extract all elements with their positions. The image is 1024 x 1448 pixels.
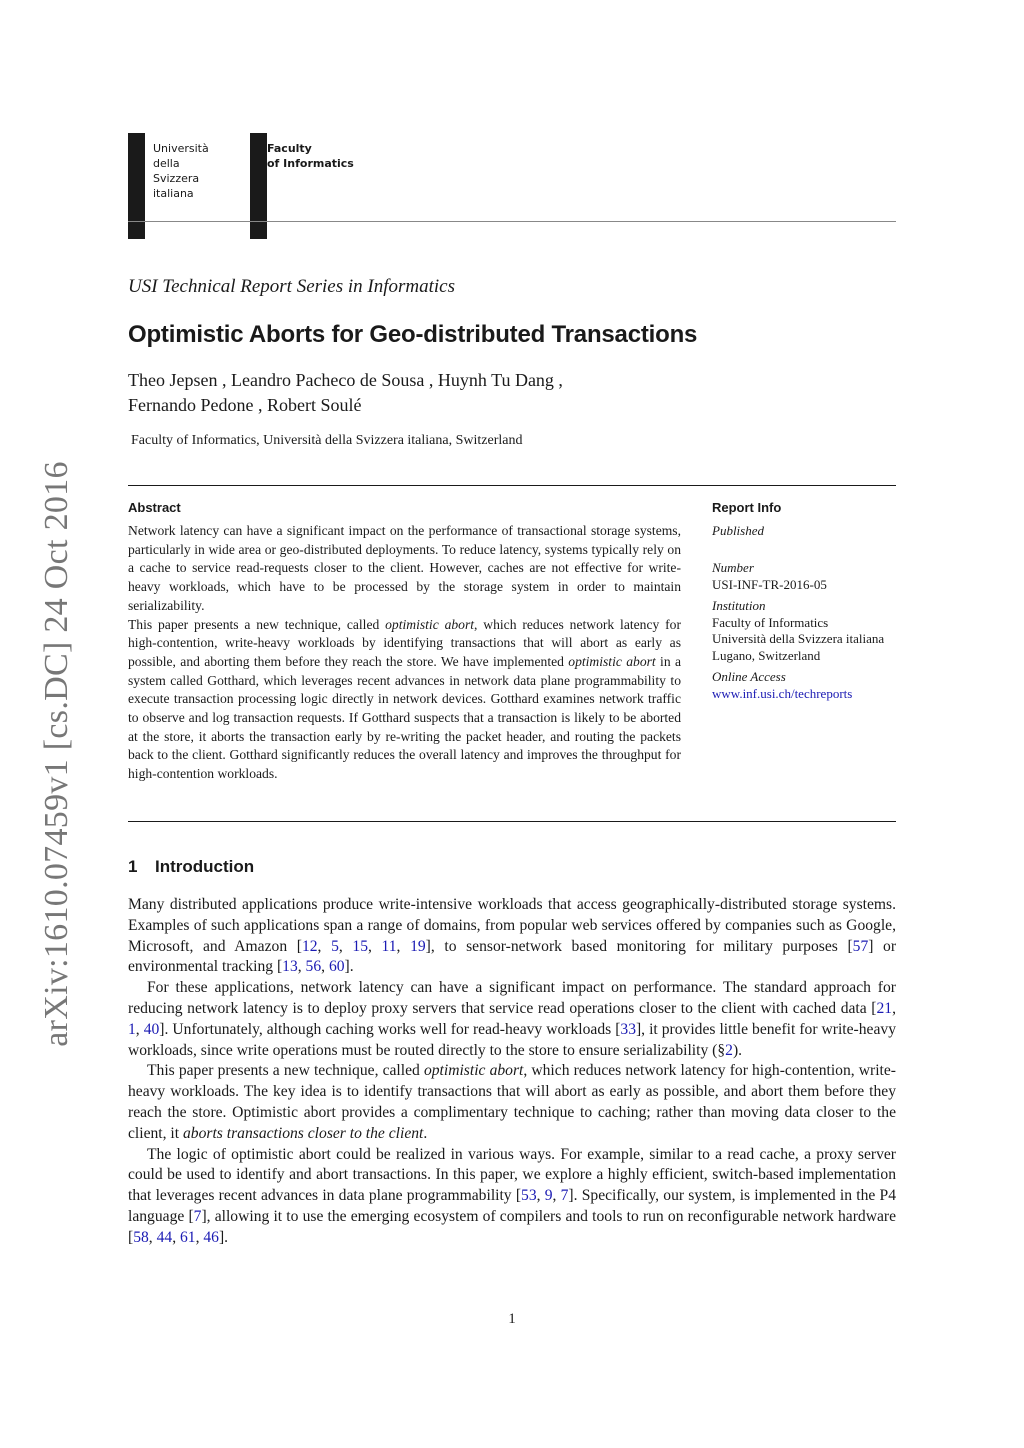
citation-link[interactable]: 44 [156,1228,173,1246]
report-info-heading: Report Info [712,500,782,515]
logo-bar-right [250,133,267,239]
intro-paragraph: The logic of optimistic abort could be realized in various ways. For example, similar to a read cache, a proxy server could be used to identify and abort transactions. In this paper, we explore a highly efficient, switch-based implementation that leverages recent advances in data plane programmability [53, 9, 7]. Specifically, our system, is implemented in the P4 language [7], allowing it to use the emerging ecosystem of compilers and tools to run on reconfigurable network hardware [58, 44, 61, 46]. [128,1145,897,1246]
citation-link[interactable]: 21 [876,999,893,1017]
section-ref-link[interactable]: 2 [725,1041,733,1059]
intro-paragraph: This paper presents a new technique, called optimistic abort, which reduces network latency for high-contention, write-heavy workloads. The key idea is to identify transactions that will abort as early as possible, and abort them before they reach the store. Optimistic abort provides a complimentary technique to caching; rather than moving data closer to the client, it aborts transactions closer to the client. [128,1062,896,1142]
citation-link[interactable]: 7 [560,1187,569,1205]
citation-link[interactable]: 58 [133,1228,149,1246]
faculty-line: of Informatics [267,157,354,170]
report-info-institution: Institution Faculty of Informatics Università della Svizzera italiana Lugano, Switzerland [712,598,885,663]
techreports-link[interactable]: www.inf.usi.ch/techreports [712,685,853,701]
intro-paragraph: For these applications, network latency can have a significant impact on performance. The standard approach for reducing network latency is to deploy proxy servers that service read operations closer to the client with cached data [21, 1, 40]. Unfortunately, although caching works well for read-heavy workloads [33], it provides little benefit for write-heavy workloads, since write operations must be routed directly to the store to ensure serializability (§2). [128,979,896,1059]
abstract-heading: Abstract [128,500,181,515]
university-line: della [153,157,180,170]
citation-link[interactable]: 40 [143,1020,160,1038]
author-list [128,368,563,418]
citation-link[interactable]: 13 [282,958,298,976]
report-info-published: Published [712,523,764,538]
citation-link[interactable]: 19 [410,937,426,955]
section-heading [128,857,254,877]
section-number: 1 [128,857,138,876]
introduction-body [128,895,896,1249]
university-line: italiana [153,187,194,200]
section-title: Introduction [155,857,255,876]
citation-link[interactable]: 60 [328,958,345,976]
citation-link[interactable]: 61 [179,1228,196,1246]
page-number: 1 [508,1311,516,1327]
citation-link[interactable]: 46 [203,1228,219,1246]
report-series: USI Technical Report Series in Informatics [128,276,456,297]
citation-link[interactable]: 7 [193,1207,202,1225]
report-info-number: Number USI-INF-TR-2016-05 [712,560,827,592]
author-line: Fernando Pedone , Robert Soulé [128,395,362,415]
citation-link[interactable]: 53 [521,1187,537,1205]
citation-link[interactable]: 5 [331,937,339,955]
university-line: Svizzera [153,172,200,185]
citation-link[interactable]: 11 [381,937,397,955]
university-name [153,141,209,201]
citation-link[interactable]: 12 [301,937,318,955]
faculty-name [267,141,354,171]
citation-link[interactable]: 1 [128,1020,136,1038]
citation-link[interactable]: 33 [620,1020,636,1038]
faculty-line: Faculty [267,142,312,155]
university-line: Università [153,142,209,155]
citation-link[interactable]: 15 [352,937,368,955]
citation-link[interactable]: 9 [544,1187,553,1205]
paper-title: Optimistic Aborts for Geo-distributed Transactions [128,321,698,348]
abstract-bottom-rule [128,821,896,822]
affiliation: Faculty of Informatics, Università della Svizzera italiana, Switzerland [131,433,523,448]
report-info-online: Online Access www.inf.usi.ch/techreports [712,669,853,701]
author-line: Theo Jepsen , Leandro Pacheco de Sousa , Huynh Tu Dang , [128,370,563,390]
abstract-top-rule [128,485,896,486]
abstract-body [128,522,681,784]
citation-link[interactable]: 56 [305,958,322,976]
abstract-paragraph: This paper presents a new technique, called optimistic abort, which reduces network latency for high-contention, write-heavy workloads by identifying transactions that will abort as early as possible, and aborting them before they reach the store. We have implemented optimistic abort in a system called Gotthard, which leverages recent advances in network data plane programmability to execute transaction processing logic directly in network devices. Gotthard examines network traffic to observe and log transaction requests. If Gotthard suspects that a transaction is likely to be aborted at the store, it aborts the transaction early by re-writing the packet header, and routing the packets back to the client. Gotthard significantly reduces the overall latency and improves the throughput for high-contention workloads. [128,616,681,782]
abstract-paragraph: Network latency can have a significant impact on the performance of transactional storage systems, particularly in wide area or geo-distributed deployments. To reduce latency, systems typically rely on a cache to service read-requests closer to the client. However, caches are not effective for write-heavy workloads, which have to be processed by the storage system in order to maintain serializability. [128,523,681,613]
header-rule [128,221,896,222]
logo-bar-left [128,133,145,239]
citation-link[interactable]: 57 [852,937,869,955]
arxiv-stamp: arXiv:1610.07459v1 [cs.DC] 24 Oct 2016 [38,461,75,1047]
intro-paragraph: Many distributed applications produce write-intensive workloads that access geographically-distributed storage systems. Examples of such applications span a range of domains, from popular web services offered by companies such as Google, Microsoft, and Amazon [12, 5, 15, 11, 19], to sensor-network based monitoring for military purposes [57] or environmental tracking [13, 56, 60]. [128,896,897,976]
